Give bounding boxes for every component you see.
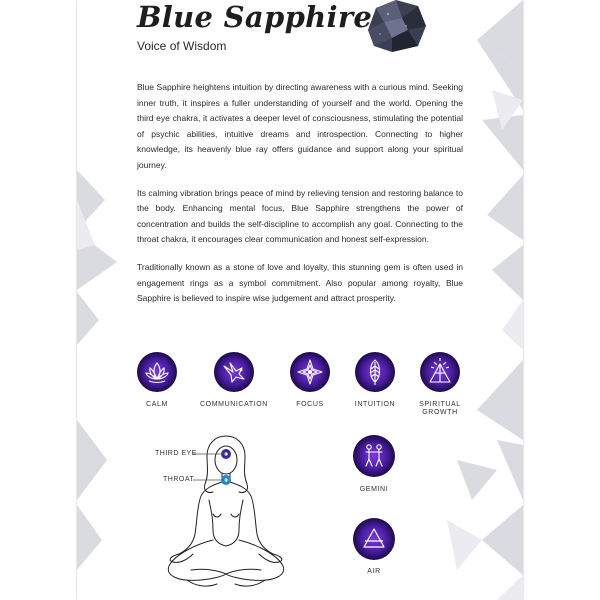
throat-leader-line (193, 478, 233, 482)
property-spiritual-growth (420, 352, 460, 392)
property-communication (214, 352, 254, 392)
property-label-calm: CALM (146, 401, 168, 408)
description-text (137, 80, 463, 319)
dove-icon (214, 352, 254, 392)
property-label-intuition: INTUITION (354, 401, 396, 408)
third-eye-leader-line (193, 452, 233, 456)
zodiac-gemini (353, 435, 395, 477)
gemini-icon (353, 435, 395, 477)
document-page (77, 0, 523, 600)
chakra-label-throat: THROAT (163, 476, 195, 483)
compass-star-icon (290, 352, 330, 392)
air-symbol-icon (353, 518, 395, 560)
element-air (353, 518, 395, 560)
property-focus (290, 352, 330, 392)
page-title: Blue Sapphire (137, 0, 373, 34)
property-label-spiritual-growth: SPIRITUAL GROWTH (419, 401, 461, 416)
feather-icon (355, 352, 395, 392)
page-subtitle: Voice of Wisdom (137, 39, 227, 53)
paragraph-love-loyalty: Traditionally known as a stone of love and loyalty, this stunning gem is often used in engagement rings as a symbol commitment. Also popular among royalty, Blue Sapphire is believed to inspire wise judgement and attract prosperity. (137, 261, 463, 304)
property-label-focus: FOCUS (296, 401, 324, 408)
chakra-label-third-eye: THIRD EYE (155, 450, 197, 457)
spiritual-growth-icon (420, 352, 460, 392)
element-label-air: AIR (367, 568, 381, 575)
zodiac-label-gemini: GEMINI (359, 486, 389, 493)
paragraph-calming: Its calming vibration brings peace of mind by relieving tension and restoring balance to the body. Enhancing mental focus, Blue Sapphire strengthens the power of concentration and builds the self-discipline to accomplish any goal. Connecting to the throat chakra, it encourages clear communication and honest self-expression. (137, 187, 463, 245)
paragraph-intuition: Blue Sapphire heightens intuition by directing awareness with a curious mind. Seeking inner truth, it inspires a fuller understanding of yourself and the world. Opening the third eye chakra, it activates a deeper level of consciousness, stimulating the potential of psychic abilities, intuitive dreams and introspection. Connecting to higher knowledge, its heavenly blue ray offers guidance and support along your spiritual journey. (137, 82, 463, 170)
lotus-icon (137, 352, 177, 392)
property-intuition (355, 352, 395, 392)
property-calm (137, 352, 177, 392)
property-label-communication: COMMUNICATION (200, 401, 268, 408)
